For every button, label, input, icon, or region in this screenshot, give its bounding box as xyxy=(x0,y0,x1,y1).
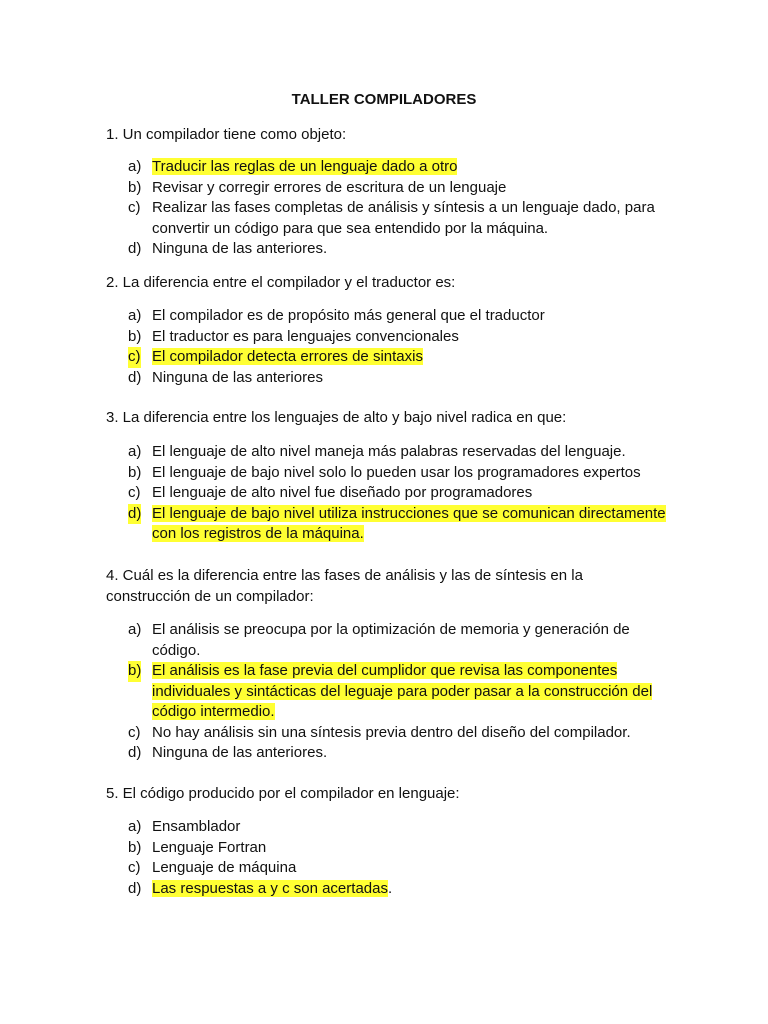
option-text: Lenguaje Fortran xyxy=(152,838,267,856)
option-marker: d) xyxy=(128,504,141,525)
option xyxy=(128,157,668,178)
highlighted-answer: Traducir las reglas de un lenguaje dado a otro xyxy=(152,158,458,175)
highlighted-answer: El análisis es la fase previa del cumplidor que revisa las componentes individuales y sintácticas del leguaje para poder pasar a la construcción del código intermedio. xyxy=(152,662,653,720)
option-text: Ensamblador xyxy=(152,818,241,835)
option-marker: d) xyxy=(128,368,142,386)
option-marker: b) xyxy=(128,327,142,345)
question-4-options xyxy=(128,620,668,764)
option xyxy=(128,347,668,368)
option-trailing: . xyxy=(387,879,393,897)
option-marker: d) xyxy=(128,744,142,761)
question-2-options xyxy=(128,306,668,388)
question-5: 5. El código producido por el compilador en lenguaje: xyxy=(106,785,460,802)
option xyxy=(128,743,668,764)
option-text: Lenguaje de máquina xyxy=(152,859,297,876)
option-marker: a) xyxy=(128,307,142,324)
option-text: No hay análisis sin una síntesis previa dentro del diseño del compilador. xyxy=(152,723,631,741)
option-marker: c) xyxy=(128,484,141,501)
option xyxy=(128,661,668,723)
option-marker: b) xyxy=(128,661,141,682)
option-text: Ninguna de las anteriores. xyxy=(152,744,328,761)
option xyxy=(128,858,668,879)
option xyxy=(128,239,668,260)
option-marker: c) xyxy=(128,859,141,876)
question-1-options xyxy=(128,157,668,260)
highlighted-answer: El compilador detecta errores de sintaxis xyxy=(152,348,423,365)
option xyxy=(128,368,668,389)
question-4: 4. Cuál es la diferencia entre las fases de análisis y las de síntesis en la construcción de un compilador: xyxy=(106,567,583,605)
option-marker: b) xyxy=(128,838,142,856)
option-marker: b) xyxy=(128,178,142,196)
option-marker: a) xyxy=(128,158,142,175)
option-text: Realizar las fases completas de análisis y síntesis a un lenguaje dado, para convertir un código para que sea entendido por la máquina. xyxy=(152,199,655,237)
option-marker: c) xyxy=(128,347,141,368)
page-title: TALLER COMPILADORES xyxy=(291,91,477,108)
highlighted-answer: Las respuestas a y c son acertadas xyxy=(152,879,388,897)
option xyxy=(128,178,668,199)
option xyxy=(128,504,668,545)
option-text: El traductor es para lenguajes convencionales xyxy=(152,327,459,345)
option-marker: a) xyxy=(128,621,142,638)
option-marker: c) xyxy=(128,723,141,741)
option-text: El lenguaje de bajo nivel solo lo pueden usar los programadores expertos xyxy=(152,463,641,481)
option-marker: d) xyxy=(128,879,142,897)
option xyxy=(128,838,668,859)
option-marker: c) xyxy=(128,199,141,216)
option-marker: b) xyxy=(128,463,142,481)
question-5-options xyxy=(128,817,668,899)
option-text: El compilador es de propósito más general que el traductor xyxy=(152,307,545,324)
option-text: Ninguna de las anteriores. xyxy=(152,240,328,257)
option-text: Revisar y corregir errores de escritura de un lenguaje xyxy=(152,178,507,196)
option xyxy=(128,327,668,348)
option xyxy=(128,463,668,484)
option xyxy=(128,723,668,744)
option xyxy=(128,620,668,661)
option-text: Ninguna de las anteriores xyxy=(152,368,323,386)
option-marker: d) xyxy=(128,240,142,257)
option xyxy=(128,817,668,838)
option-text: El lenguaje de alto nivel maneja más palabras reservadas del lenguaje. xyxy=(152,443,626,460)
option xyxy=(128,442,668,463)
option xyxy=(128,483,668,504)
option-marker: a) xyxy=(128,818,142,835)
highlighted-answer: El lenguaje de bajo nivel utiliza instrucciones que se comunican directamente con los registros de la máquina. xyxy=(152,504,666,542)
option-text: El análisis se preocupa por la optimización de memoria y generación de código. xyxy=(152,621,630,659)
question-1: 1. Un compilador tiene como objeto: xyxy=(106,126,347,143)
option-text: El lenguaje de alto nivel fue diseñado por programadores xyxy=(152,484,533,501)
question-3: 3. La diferencia entre los lenguajes de alto y bajo nivel radica en que: xyxy=(106,409,567,426)
option-marker: a) xyxy=(128,443,142,460)
option xyxy=(128,198,668,239)
question-3-options xyxy=(128,442,668,545)
option xyxy=(128,879,668,900)
option xyxy=(128,306,668,327)
question-2: 2. La diferencia entre el compilador y el traductor es: xyxy=(106,274,456,291)
